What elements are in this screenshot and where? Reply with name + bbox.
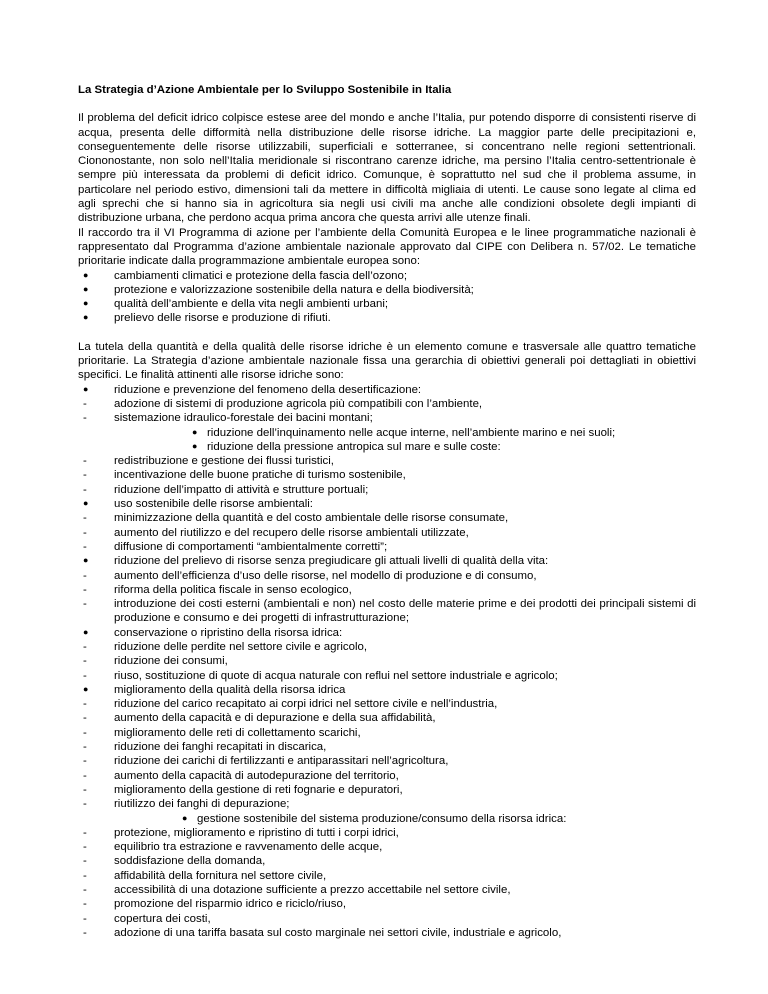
- dash-marker: -: [83, 583, 87, 596]
- list-item: [78, 283, 696, 297]
- list-item: [78, 311, 696, 325]
- bullet-marker: ●: [83, 555, 89, 566]
- document-page: [78, 83, 696, 940]
- bullet-marker: ●: [192, 440, 198, 451]
- list-item-text: uso sostenibile delle risorse ambientali:: [114, 498, 313, 511]
- list-item-text: diffusione di comportamenti “ambientalmente corretti”;: [114, 540, 388, 553]
- bullet-marker: ●: [182, 812, 188, 823]
- dash-marker: -: [83, 540, 87, 553]
- list-item: [78, 468, 696, 482]
- bullet-marker: ●: [83, 383, 89, 394]
- document-title: La Strategia d’Azione Ambientale per lo Sviluppo Sostenibile in Italia: [78, 84, 452, 96]
- list-item: [78, 654, 696, 668]
- bullet-marker: ●: [83, 626, 89, 637]
- dash-marker: -: [83, 712, 87, 725]
- list-item-text: adozione di sistemi di produzione agricola più compatibili con l’ambiente,: [114, 397, 483, 410]
- list-item-text: miglioramento della qualità della risorsa idrica: [114, 683, 346, 696]
- list-item: [78, 583, 696, 597]
- list-item: [78, 297, 696, 311]
- paragraph-programme: Il raccordo tra il VI Programma di azione per l’ambiente della Comunità Europea e le linee programmatiche nazionali è rappresentato dal Programma d’azione ambientale nazionale approvato dal CIPE con Delibera n. 57/02. Le tematiche prioritarie indicate dalla programmazione ambientale europea sono:: [78, 226, 696, 268]
- dash-marker: -: [83, 512, 87, 525]
- bullet-marker: ●: [83, 269, 89, 280]
- list-item: [78, 826, 696, 840]
- dash-marker: -: [83, 798, 87, 811]
- objectives-list: [78, 383, 696, 941]
- dash-marker: -: [83, 855, 87, 868]
- dash-marker: -: [83, 726, 87, 739]
- list-item-text: minimizzazione della quantità e del costo ambientale delle risorse consumate,: [114, 512, 509, 525]
- list-item-text: riduzione dei fanghi recapitati in discarica,: [114, 741, 327, 754]
- list-item-text: protezione, miglioramento e ripristino di tutti i corpi idrici,: [114, 826, 399, 839]
- list-item-text: riduzione del carico recapitato ai corpi idrici nel settore civile e nell’industria,: [114, 698, 498, 711]
- list-item: [78, 597, 696, 626]
- list-item-text: riduzione delle perdite nel settore civile e agricolo,: [114, 640, 368, 653]
- paragraph-objectives: La tutela della quantità e della qualità delle risorse idriche è un elemento comune e trasversale alle quattro tematiche prioritarie. La Strategia d’azione ambientale nazionale fissa una gerarchia di obiettivi generali poi dettagliati in obiettivi specifici. Le finalità attinenti alle risorse idriche sono:: [78, 340, 696, 382]
- list-item: [78, 526, 696, 540]
- list-item-text: riduzione e prevenzione del fenomeno della desertificazione:: [114, 383, 422, 396]
- list-item: [78, 883, 696, 897]
- list-item: [78, 697, 696, 711]
- list-item: [78, 669, 696, 683]
- list-item: [78, 754, 696, 768]
- paragraph-intro: Il problema del deficit idrico colpisce estese aree del mondo e anche l’Italia, pur potendo disporre di consistenti riserve di acqua, presenta delle difformità nella distribuzione delle risorse idriche. La maggior parte delle precipitazioni e, conseguentemente delle risorse utilizzabili, superficiali e sotterranee, si concentrano nelle regioni settentrionali. Ciononostante, non solo nell’Italia meridionale si riscontrano carenze idriche, ma persino l’Italia centro-settentrionale è sempre più interessata da problemi di deficit idrico. Comunque, è soprattutto nel sud che il problema assume, in particolare nel periodo estivo, dimensioni tali da mettere in difficoltà migliaia di utenti. Le cause sono legate al clima ed agli sprechi che si hanno sia in agricoltura sia negli usi civili ma anche alle condizioni obsolete degli impianti di distribuzione urbana, che perdono acqua prima ancora che questa arrivi alle utenze finali.: [78, 112, 696, 225]
- priorities-list: [78, 269, 696, 326]
- list-item: [78, 511, 696, 525]
- dash-marker: -: [83, 884, 87, 897]
- list-item: [78, 740, 696, 754]
- list-item-text: promozione del risparmio idrico e riciclo/riuso,: [114, 898, 347, 911]
- dash-marker: -: [83, 655, 87, 668]
- list-item-text: redistribuzione e gestione dei flussi turistici,: [114, 455, 334, 468]
- list-item-text: riduzione della pressione antropica sul mare e sulle coste:: [207, 440, 501, 453]
- dash-marker: -: [83, 755, 87, 768]
- list-item-text: introduzione dei costi esterni (ambientali e non) nel costo delle materie prime e dei prodotti dei principali sistemi di produzione e consumo e dei progetti di infrastrutturazione;: [114, 598, 696, 625]
- dash-marker: -: [83, 741, 87, 754]
- bullet-marker: ●: [83, 283, 89, 294]
- list-item-text: equilibrio tra estrazione e ravvenamento delle acque,: [114, 841, 383, 854]
- list-item: [78, 797, 696, 811]
- list-item: [78, 411, 696, 425]
- list-item: [78, 769, 696, 783]
- list-item-text: riduzione dell’impatto di attività e strutture portuali;: [114, 483, 369, 496]
- bullet-marker: ●: [83, 498, 89, 509]
- list-item: [78, 454, 696, 468]
- list-item-text: miglioramento della gestione di reti fognarie e depuratori,: [114, 783, 403, 796]
- list-item: [78, 869, 696, 883]
- list-item-text: riforma della politica fiscale in senso ecologico,: [114, 583, 352, 596]
- list-item: [78, 397, 696, 411]
- list-item-text: prelievo delle risorse e produzione di rifiuti.: [114, 312, 331, 325]
- list-item-text: riduzione dei consumi,: [114, 655, 228, 668]
- dash-marker: -: [83, 669, 87, 682]
- list-item: [78, 269, 696, 283]
- dash-marker: -: [83, 898, 87, 911]
- dash-marker: -: [83, 826, 87, 839]
- list-item: [78, 626, 696, 640]
- dash-marker: -: [83, 483, 87, 496]
- list-item-text: gestione sostenibile del sistema produzione/consumo della risorsa idrica:: [197, 812, 567, 825]
- list-item-text: riutilizzo dei fanghi di depurazione;: [114, 798, 290, 811]
- list-item-text: riduzione dell’inquinamento nelle acque interne, nell’ambiente marino e nei suoli;: [207, 426, 616, 439]
- list-item-text: soddisfazione della domanda,: [114, 855, 266, 868]
- list-item-text: miglioramento delle reti di collettamento scarichi,: [114, 726, 361, 739]
- list-item: [78, 569, 696, 583]
- list-item-text: copertura dei costi,: [114, 912, 211, 925]
- list-item: [78, 926, 696, 940]
- list-item: [78, 840, 696, 854]
- list-item-text: aumento della capacità di autodepurazione del territorio,: [114, 769, 399, 782]
- list-item: [78, 854, 696, 868]
- dash-marker: -: [83, 926, 87, 939]
- bullet-marker: ●: [83, 683, 89, 694]
- dash-marker: -: [83, 783, 87, 796]
- list-item-text: aumento del riutilizzo e del recupero delle risorse ambientali utilizzate,: [114, 526, 469, 539]
- dash-marker: -: [83, 598, 87, 611]
- list-item-text: conservazione o ripristino della risorsa idrica:: [114, 626, 343, 639]
- list-item-text: accessibilità di una dotazione sufficiente a prezzo accettabile nel settore civile,: [114, 884, 511, 897]
- list-item: [78, 912, 696, 926]
- list-item-text: incentivazione delle buone pratiche di turismo sostenibile,: [114, 469, 406, 482]
- dash-marker: -: [83, 526, 87, 539]
- list-item-text: qualità dell’ambiente e della vita negli ambienti urbani;: [114, 298, 389, 311]
- list-item-text: riduzione del prelievo di risorse senza pregiudicare gli attuali livelli di qualità della vita:: [114, 555, 549, 568]
- list-item: [78, 483, 696, 497]
- list-item-text: protezione e valorizzazione sostenibile della natura e della biodiversità;: [114, 283, 474, 296]
- list-item: [78, 897, 696, 911]
- list-item-text: aumento della capacità e di depurazione e della sua affidabilità,: [114, 712, 436, 725]
- dash-marker: -: [83, 455, 87, 468]
- bullet-marker: ●: [83, 312, 89, 323]
- dash-marker: -: [83, 769, 87, 782]
- list-item: [78, 683, 696, 697]
- list-item: [78, 783, 696, 797]
- dash-marker: -: [83, 912, 87, 925]
- list-item-text: sistemazione idraulico-forestale dei bacini montani;: [114, 412, 373, 425]
- dash-marker: -: [83, 469, 87, 482]
- list-item: [78, 640, 696, 654]
- dash-marker: -: [83, 698, 87, 711]
- dash-marker: -: [83, 412, 87, 425]
- list-item-text: aumento dell’efficienza d’uso delle risorse, nel modello di produzione e di consumo,: [114, 569, 537, 582]
- list-item: [78, 554, 696, 568]
- list-item: [78, 540, 696, 554]
- list-item-text: riuso, sostituzione di quote di acqua naturale con reflui nel settore industriale e agricolo;: [114, 669, 558, 682]
- list-item: [78, 440, 696, 454]
- dash-marker: -: [83, 569, 87, 582]
- list-item: [78, 497, 696, 511]
- list-item: [78, 812, 696, 826]
- list-item: [78, 711, 696, 725]
- dash-marker: -: [83, 841, 87, 854]
- list-item-text: affidabilità della fornitura nel settore civile,: [114, 869, 327, 882]
- list-item-text: adozione di una tariffa basata sul costo marginale nei settori civile, industriale e agricolo,: [114, 926, 562, 939]
- dash-marker: -: [83, 869, 87, 882]
- bullet-marker: ●: [192, 426, 198, 437]
- dash-marker: -: [83, 397, 87, 410]
- list-item: [78, 426, 696, 440]
- list-item-text: riduzione dei carichi di fertilizzanti e antiparassitari nell’agricoltura,: [114, 755, 449, 768]
- dash-marker: -: [83, 640, 87, 653]
- list-item-text: cambiamenti climatici e protezione della fascia dell’ozono;: [114, 269, 408, 282]
- bullet-marker: ●: [83, 298, 89, 309]
- list-item: [78, 726, 696, 740]
- list-item: [78, 383, 696, 397]
